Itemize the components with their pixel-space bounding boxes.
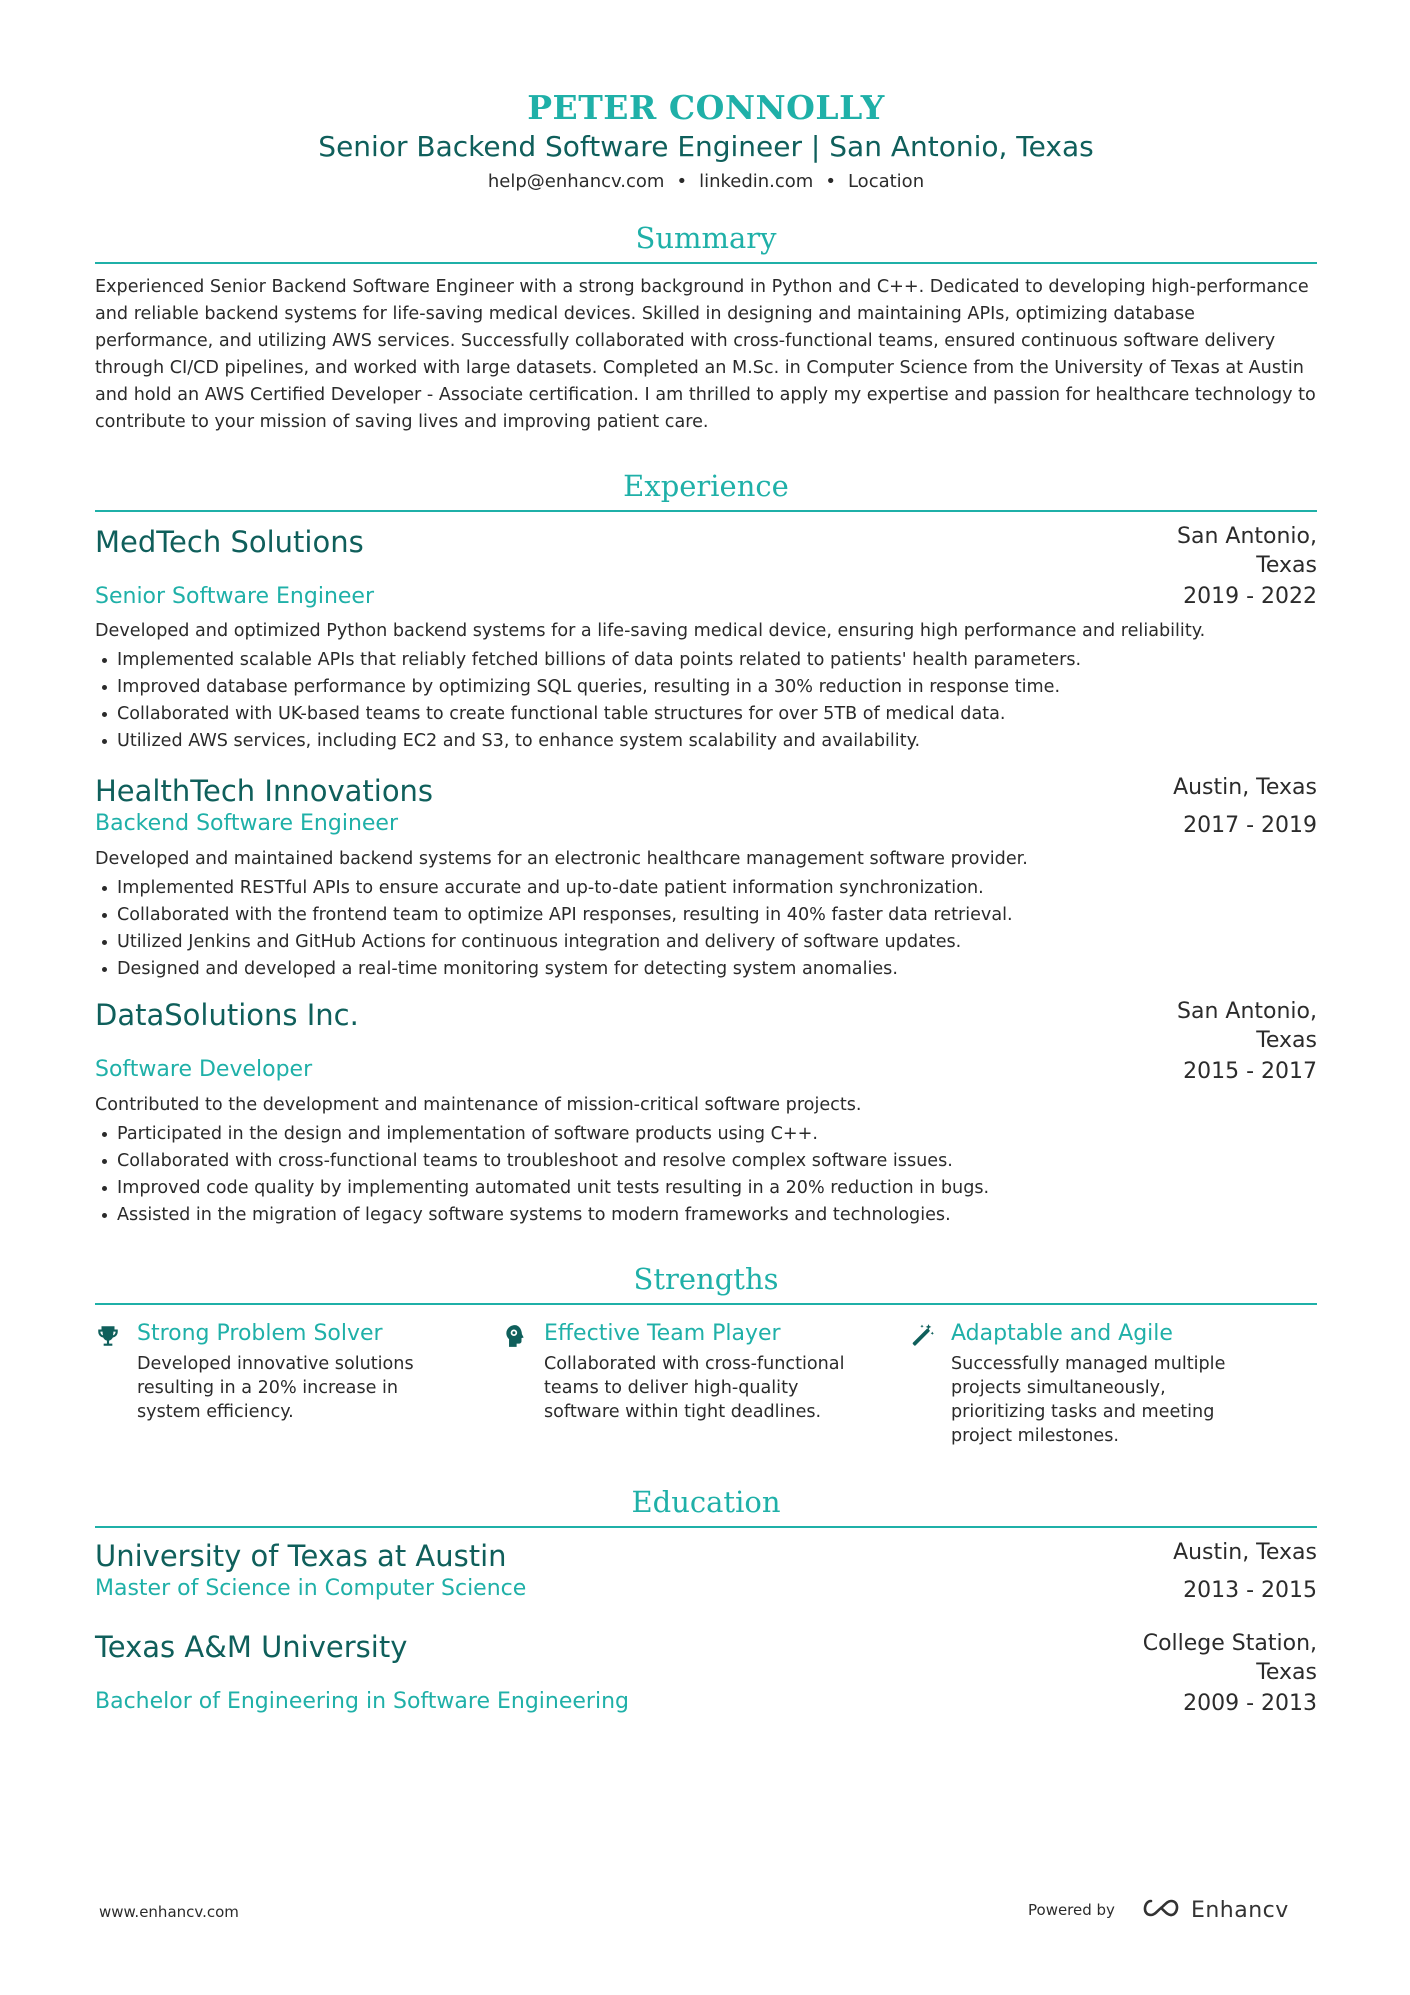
experience-heading: Experience (95, 466, 1317, 512)
contact-linkedin[interactable]: linkedin.com (699, 171, 814, 192)
education-section (95, 1482, 1317, 1718)
company-name: MedTech Solutions (95, 525, 364, 559)
contact-line (95, 168, 1317, 196)
experience-entry (95, 773, 1317, 983)
job-bullets (95, 1121, 1317, 1229)
strength-item (502, 1319, 909, 1448)
education-heading: Education (95, 1482, 1317, 1528)
job-description: Developed and optimized Python backend systems for a life-saving medical device, ensuring high performance and reliability. (95, 621, 1206, 641)
strength-title: Strong Problem Solver (137, 1321, 383, 1346)
job-title: Senior Software Engineer (95, 584, 375, 609)
job-location: San Antonio, Texas (1177, 524, 1317, 578)
list-item: Utilized AWS services, including EC2 and S3, to enhance system scalability and availability. (95, 728, 1317, 755)
candidate-headline: Senior Backend Software Engineer | San Antonio, Texas (318, 130, 1094, 163)
education-entry (95, 1629, 1317, 1718)
education-dates: 2013 - 2015 (1183, 1578, 1317, 1603)
separator-dot: • (825, 171, 836, 192)
experience-section (95, 466, 1317, 1229)
entry-left (95, 1629, 629, 1717)
strength-title: Adaptable and Agile (951, 1321, 1173, 1346)
school-location: College Station, Texas (1142, 1631, 1317, 1685)
company-name: DataSolutions Inc. (95, 998, 359, 1032)
resume-page (95, 88, 1317, 1718)
job-location: San Antonio, Texas (1177, 999, 1317, 1053)
school-location: Austin, Texas (1173, 1540, 1317, 1565)
strengths-section (95, 1259, 1317, 1448)
degree-name: Bachelor of Engineering in Software Engineering (95, 1689, 629, 1714)
head-brain-icon (502, 1319, 544, 1448)
job-location: Austin, Texas (1173, 775, 1317, 800)
strength-title: Effective Team Player (544, 1321, 781, 1346)
candidate-name: PETER CONNOLLY (527, 88, 885, 127)
resume-header (95, 88, 1317, 196)
list-item: Implemented RESTful APIs to ensure accurate and up-to-date patient information synchronization. (95, 875, 1317, 902)
job-bullets (95, 647, 1317, 755)
contact-location: Location (847, 171, 925, 192)
strengths-list (95, 1319, 1317, 1448)
strength-description: Collaborated with cross-functional teams to deliver high-quality software within tight deadlines. (544, 1354, 845, 1422)
education-dates: 2009 - 2013 (1183, 1691, 1317, 1716)
degree-name: Master of Science in Computer Science (95, 1576, 527, 1601)
strength-body (137, 1319, 447, 1448)
entry-left (95, 1538, 526, 1604)
entry-left (95, 997, 359, 1085)
company-name: HealthTech Innovations (95, 774, 434, 808)
job-title: Software Developer (95, 1057, 313, 1082)
footer-website[interactable]: www.enhancv.com (99, 1903, 239, 1921)
list-item: Utilized Jenkins and GitHub Actions for continuous integration and delivery of software updates. (95, 929, 1317, 956)
strength-item (909, 1319, 1316, 1448)
entry-right (1173, 1538, 1317, 1605)
entry-right (1173, 773, 1317, 840)
list-item: Participated in the design and implementation of software products using C++. (95, 1121, 1317, 1148)
list-item: Collaborated with the frontend team to optimize API responses, resulting in 40% faster data retrieval. (95, 902, 1317, 929)
list-item: Improved code quality by implementing automated unit tests resulting in a 20% reduction in bugs. (95, 1175, 1317, 1202)
job-dates: 2019 - 2022 (1183, 584, 1317, 609)
list-item: Assisted in the migration of legacy software systems to modern frameworks and technologies. (95, 1202, 1317, 1229)
magic-wand-icon (909, 1319, 951, 1448)
strength-description: Successfully managed multiple projects simultaneously, prioritizing tasks and meeting project milestones. (951, 1354, 1226, 1446)
footer-brand (1028, 1897, 1289, 1923)
separator-dot: • (676, 171, 688, 192)
experience-entry (95, 522, 1317, 755)
entry-right (1127, 1629, 1317, 1718)
strengths-heading: Strengths (95, 1259, 1317, 1305)
job-description: Developed and maintained backend systems for an electronic healthcare management software provider. (95, 849, 1028, 869)
summary-text: Experienced Senior Backend Software Engineer with a strong background in Python and C++. Dedicated to developing high-performance and reliable backend systems for life-saving medical devices. Skilled in designing and maintaining APIs, optimizing database performance, and utilizing AWS services. Successfully collaborated with cross-functional teams, ensured continuous software delivery through CI/CD pipelines, and worked with large datasets. Completed an M.Sc. in Computer Science from the University of Texas at Austin and hold an AWS Certified Developer - Associate certification. I am thrilled to apply my expertise and passion for healthcare technology to contribute to your mission of saving lives and improving patient care. (95, 277, 1316, 432)
job-bullets (95, 875, 1317, 983)
school-name: Texas A&M University (95, 1630, 408, 1664)
list-item: Implemented scalable APIs that reliably fetched billions of data points related to patients' health parameters. (95, 647, 1317, 674)
entry-left (95, 522, 374, 612)
contact-email[interactable]: help@enhancv.com (487, 171, 665, 192)
job-description: Contributed to the development and maintenance of mission-critical software projects. (95, 1095, 862, 1115)
job-dates: 2017 - 2019 (1183, 813, 1317, 838)
summary-heading: Summary (95, 218, 1317, 264)
list-item: Improved database performance by optimizing SQL queries, resulting in a 30% reduction in response time. (95, 674, 1317, 701)
strength-description: Developed innovative solutions resulting in a 20% increase in system efficiency. (137, 1354, 414, 1422)
list-item: Collaborated with cross-functional teams to troubleshoot and resolve complex software issues. (95, 1148, 1317, 1175)
strength-body (544, 1319, 854, 1448)
entry-right (1167, 997, 1317, 1086)
enhancv-logo-icon (1139, 1897, 1183, 1923)
summary-section (95, 218, 1317, 436)
school-name: University of Texas at Austin (95, 1539, 507, 1573)
list-item: Collaborated with UK-based teams to create functional table structures for over 5TB of medical data. (95, 701, 1317, 728)
education-entry (95, 1538, 1317, 1605)
job-title: Backend Software Engineer (95, 811, 399, 836)
job-dates: 2015 - 2017 (1183, 1059, 1317, 1084)
trophy-icon (95, 1319, 137, 1448)
strength-item (95, 1319, 502, 1448)
experience-entry (95, 997, 1317, 1229)
entry-right (1167, 522, 1317, 611)
list-item: Designed and developed a real-time monitoring system for detecting system anomalies. (95, 956, 1317, 983)
strength-body (951, 1319, 1261, 1448)
powered-by-label: Powered by (1028, 1901, 1115, 1919)
entry-left (95, 773, 433, 839)
brand-name: Enhancv (1190, 1897, 1289, 1923)
